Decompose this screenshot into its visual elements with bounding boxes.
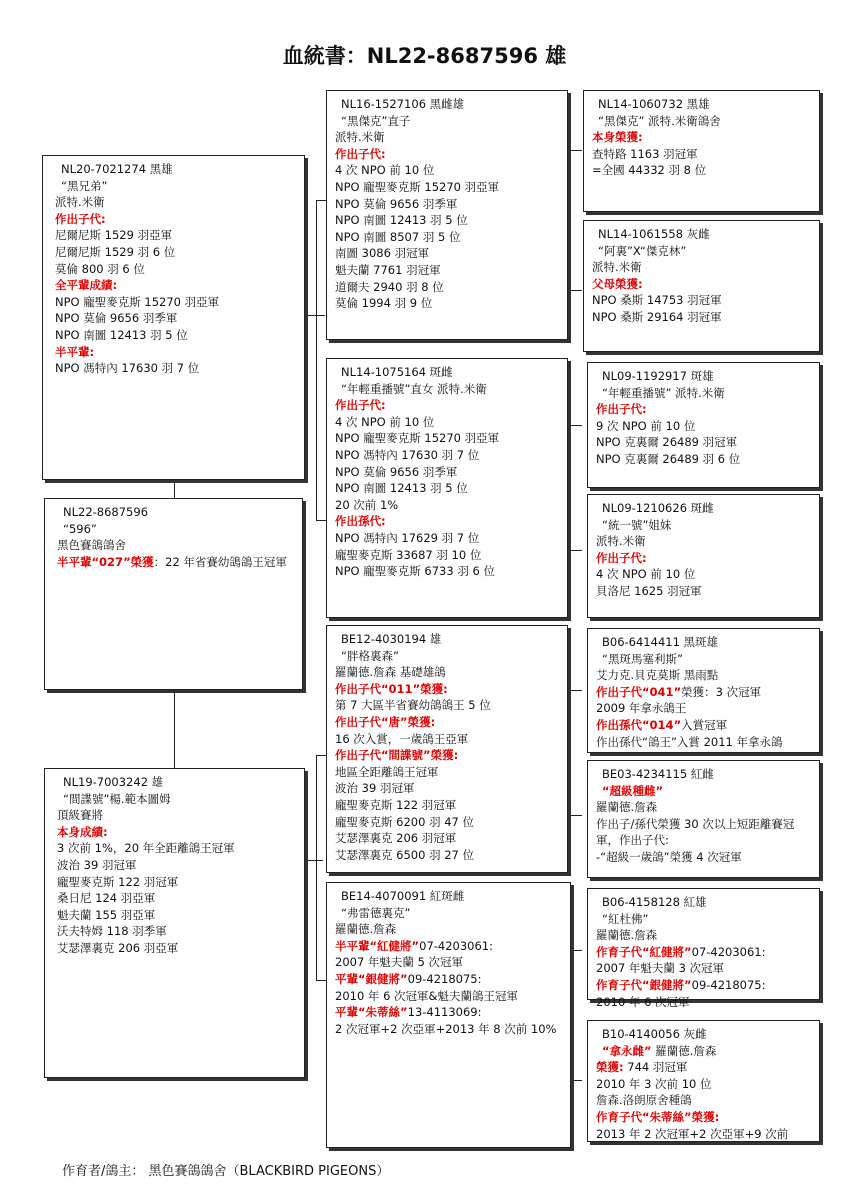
connector-line xyxy=(568,150,582,151)
pedigree-line: 查特路 1163 羽冠軍 xyxy=(592,146,698,161)
pedigree-line: 桑日尼 124 羽亞軍 xyxy=(57,891,156,906)
pedigree-line: NPO 克裏爾 26489 羽 6 位 xyxy=(596,451,741,466)
pedigree-line: 羅蘭德.詹森 xyxy=(335,922,397,937)
pedigree-line: 2013 年 2 次冠軍+2 次亞軍+9 次前 xyxy=(596,1126,789,1141)
great-grandparent-card-1 xyxy=(583,90,820,212)
pedigree-line: 2010 年 3 次前 10 位 xyxy=(596,1076,712,1091)
pedigree-line: NPO 南圖 12413 羽 5 位 xyxy=(335,213,468,228)
great-grandparent-card-5 xyxy=(587,628,820,753)
pedigree-line: 魁夫蘭 7761 羽冠軍 xyxy=(335,262,441,277)
grandparent-card-3 xyxy=(326,625,568,873)
pedigree-line: 半平輩“紅健將”07-4203061: xyxy=(335,938,493,953)
pedigree-line: 尼爾尼斯 1529 羽亞軍 xyxy=(55,228,173,243)
grandparent-card-4 xyxy=(326,882,571,1148)
great-grandparent-card-4 xyxy=(587,494,820,618)
pedigree-line: 作出孫代“014”入賞冠軍 xyxy=(596,717,728,732)
pedigree-line: 艾力克.貝克莫斯 黑雨點 xyxy=(596,668,719,683)
pedigree-line: “黑傑克” 派特.米衛鴿舍 xyxy=(598,113,721,128)
pedigree-line: 全平輩成績: xyxy=(55,278,118,293)
pedigree-line: 2 次冠軍+2 次亞軍+2013 年 8 次前 10% xyxy=(335,1021,557,1036)
ring-number: NL14-1060732 黑雄 xyxy=(598,97,710,111)
connector-line xyxy=(568,290,582,291)
pedigree-line: NPO 南圖 8507 羽 5 位 xyxy=(335,229,461,244)
pedigree-line: 作出子代“間諜號”榮獲: xyxy=(335,748,459,763)
pedigree-line: 龐聖麥克斯 122 羽冠軍 xyxy=(335,797,457,812)
pedigree-line: NPO 龐聖麥克斯 15270 羽亞軍 xyxy=(55,294,220,309)
pedigree-line: 派特.米衛 xyxy=(592,260,642,275)
pedigree-line: 9 次 NPO 前 10 位 xyxy=(596,418,696,433)
pedigree-line: NPO 莫倫 9656 羽季軍 xyxy=(55,311,178,326)
pedigree-line: 本身成績: xyxy=(57,824,108,839)
ring-number: NL14-1061558 灰雌 xyxy=(598,227,710,241)
pedigree-line: 艾瑟澤裏克 206 羽冠軍 xyxy=(335,831,457,846)
connector-line xyxy=(305,315,325,316)
ring-number: NL14-1075164 斑雌 xyxy=(341,365,453,379)
pedigree-line: 作出子/孫代榮獲 30 次以上短距離賽冠軍，作出子代: xyxy=(596,816,795,848)
ring-number: NL19-7003242 雄 xyxy=(63,775,164,789)
ring-number: B10-4140056 灰雌 xyxy=(602,1027,707,1041)
connector-line xyxy=(316,755,317,980)
pedigree-line: 作出子代: xyxy=(335,146,386,161)
sire-card xyxy=(42,155,305,480)
pedigree-line: 2010 年 6 次冠軍 xyxy=(596,994,690,1009)
pedigree-line: NPO 南圖 12413 羽 5 位 xyxy=(335,481,468,496)
pedigree-line: 派特.米衛 xyxy=(55,195,105,210)
pedigree-line: 作出子代: xyxy=(596,550,647,565)
grandparent-card-1 xyxy=(326,90,568,340)
pedigree-line: 平輩“朱蒂絲”13-4113069: xyxy=(335,1005,482,1020)
pedigree-line: 詹森.洛朗原舍種鴿 xyxy=(596,1093,692,1108)
pedigree-line: 作出子代: xyxy=(335,398,386,413)
connector-line xyxy=(174,480,175,498)
connector-line xyxy=(316,200,317,520)
pedigree-line: 2010 年 6 次冠軍&魁夫蘭鴿王冠軍 xyxy=(335,988,519,1003)
pedigree-line: 作出子代“唐”榮獲: xyxy=(335,714,436,729)
subject-lines xyxy=(57,504,294,554)
ring-number: NL16-1527106 黑雌雄 xyxy=(341,97,465,111)
pedigree-line: 本身榮獲: xyxy=(592,130,643,145)
pedigree-line: “阿裏”X“傑克林” xyxy=(598,243,687,258)
subject-card xyxy=(44,498,303,690)
pedigree-line: 艾瑟澤裏克 206 羽亞軍 xyxy=(57,940,179,955)
pedigree-line: NPO 龐聖麥克斯 15270 羽亞軍 xyxy=(335,179,500,194)
pedigree-line: 作出子代: xyxy=(55,211,106,226)
pedigree-line: “胖格裏森” xyxy=(341,648,399,663)
pedigree-line: NPO 龐聖麥克斯 15270 羽亞軍 xyxy=(335,431,500,446)
subject-award-prefix: 半平輩“027”榮獲 xyxy=(57,554,154,569)
pedigree-line: 半平輩: xyxy=(55,344,95,359)
pedigree-line: NPO 莫倫 9656 羽季軍 xyxy=(335,464,458,479)
pedigree-line: 羅蘭德.詹森 基礎雄鴿 xyxy=(335,665,446,680)
pedigree-line: 作出孫代: xyxy=(335,514,386,529)
subject-award xyxy=(57,554,294,571)
connector-line xyxy=(316,520,326,521)
pedigree-line: 派特.米衛 xyxy=(596,534,646,549)
connector-line xyxy=(316,755,326,756)
great-grandparent-card-8 xyxy=(587,1020,820,1142)
pedigree-line: =全國 44332 羽 8 位 xyxy=(592,163,707,178)
great-grandparent-card-3 xyxy=(587,362,820,488)
ring-number: NL09-1192917 斑雄 xyxy=(602,369,714,383)
pedigree-line: “超級種雌” xyxy=(602,783,664,798)
connector-line xyxy=(316,200,326,201)
pedigree-line: 作育子代“紅健將”07-4203061: xyxy=(596,944,766,959)
great-grandparent-card-2 xyxy=(583,220,820,352)
pedigree-line: 莫倫 800 羽 6 位 xyxy=(55,261,145,276)
pedigree-line: 2007 年魁夫蘭 5 次冠軍 xyxy=(335,955,464,970)
pedigree-line: 波治 39 羽冠軍 xyxy=(335,781,415,796)
connector-line xyxy=(568,690,582,691)
pedigree-line: 16 次入賞，一歲鴿王亞軍 xyxy=(335,731,469,746)
pedigree-line: 貝洛尼 1625 羽冠軍 xyxy=(596,583,702,598)
pedigree-line: NPO 莫倫 9656 羽季軍 xyxy=(335,196,458,211)
pedigree-line: 20 次前 1% xyxy=(335,497,399,512)
pedigree-line: 羅蘭德.詹森 xyxy=(596,928,658,943)
pedigree-line: 4 次 NPO 前 10 位 xyxy=(596,567,696,582)
pedigree-line: “間諜號”楊.範本圖姆 xyxy=(63,791,171,806)
pedigree-line: 尼爾尼斯 1529 羽 6 位 xyxy=(55,244,176,259)
pedigree-line: 作育子代“銀健將”09-4218075: xyxy=(596,977,766,992)
page-title: 血統書：NL22-8687596 雄 xyxy=(282,44,567,68)
pedigree-line: “黑斑馬塞利斯” xyxy=(602,651,683,666)
pedigree-line: NPO 馮特內 17629 羽 7 位 xyxy=(335,530,480,545)
ring-number: B06-6414411 黑斑雄 xyxy=(602,635,719,649)
pedigree-line: 派特.米衛 xyxy=(335,130,385,145)
pedigree-line: 平輩“銀健將”09-4218075: xyxy=(335,971,482,986)
pedigree-line: NPO 桑斯 14753 羽冠軍 xyxy=(592,293,722,308)
breeder-footer: 作育者/鴿主： 黑色賽鴿鴿舍（BLACKBIRD PIGEONS） xyxy=(62,1164,390,1179)
pedigree-line: 2007 年魁夫蘭 3 次冠軍 xyxy=(596,961,725,976)
pedigree-line: “弗雷德裏克” xyxy=(341,905,411,920)
pedigree-line: “年輕重播號” 派特.米衛 xyxy=(602,385,725,400)
pedigree-line: 4 次 NPO 前 10 位 xyxy=(335,163,435,178)
pedigree-line: NPO 龐聖麥克斯 6733 羽 6 位 xyxy=(335,564,495,579)
pedigree-line: 頂級賽將 xyxy=(57,808,103,823)
grandparent-card-2 xyxy=(326,358,568,618)
pedigree-line: “596” xyxy=(63,521,97,536)
pedigree-line: 艾瑟澤裏克 6500 羽 27 位 xyxy=(335,847,475,862)
dam-card xyxy=(44,768,305,1078)
pedigree-line: 龐聖麥克斯 122 羽冠軍 xyxy=(57,874,179,889)
pedigree-line: 作育子代“朱蒂絲”榮獲: xyxy=(596,1109,720,1124)
connector-line xyxy=(305,860,323,861)
ring-number: NL09-1210626 斑雌 xyxy=(602,501,714,515)
pedigree-line: NPO 馮特內 17630 羽 7 位 xyxy=(55,361,200,376)
pedigree-line: “拿永雌” 羅蘭德.詹森 xyxy=(602,1043,717,1058)
pedigree-line: 南圖 3086 羽冠軍 xyxy=(335,246,430,261)
pedigree-line: 龐聖麥克斯 6200 羽 47 位 xyxy=(335,814,475,829)
connector-line xyxy=(316,980,326,981)
ring-number: BE12-4030194 雄 xyxy=(341,632,442,646)
pedigree-line: 黑色賽鴿鴿舍 xyxy=(57,538,126,553)
pedigree-line: 作出孫代“鴿王”入賞 2011 年拿永鴿 xyxy=(596,734,783,749)
pedigree-line: “年輕重播號”直女 派特.米衛 xyxy=(341,381,487,396)
ring-number: B06-4158128 紅雄 xyxy=(602,895,707,909)
pedigree-line: 第 7 大區半省賽幼鴿鴿王 5 位 xyxy=(335,698,491,713)
pedigree-line: 地區全距離鴿王冠軍 xyxy=(335,764,439,779)
connector-line xyxy=(174,690,175,768)
pedigree-line: 3 次前 1%，20 年全距離鴿王冠軍 xyxy=(57,841,235,856)
pedigree-line: NPO 馮特內 17630 羽 7 位 xyxy=(335,447,480,462)
ring-number: BE14-4070091 紅斑雌 xyxy=(341,889,465,903)
pedigree-line: 道爾夫 2940 羽 8 位 xyxy=(335,279,444,294)
pedigree-line: 龐聖麥克斯 33687 羽 10 位 xyxy=(335,547,482,562)
pedigree-line: 榮獲: 744 羽冠軍 xyxy=(596,1060,688,1075)
pedigree-line: “紅杜佛” xyxy=(602,911,649,926)
pedigree-line: 莫倫 1994 羽 9 位 xyxy=(335,296,433,311)
pedigree-line: 羅蘭德.詹森 xyxy=(596,800,658,815)
pedigree-line: 作出子代: xyxy=(596,402,647,417)
pedigree-line: “黑兄弟” xyxy=(61,178,108,193)
pedigree-line: 魁夫蘭 155 羽亞軍 xyxy=(57,907,156,922)
ring-number: BE03-4234115 紅雌 xyxy=(602,767,714,781)
ring-number: NL20-7021274 黑雄 xyxy=(61,162,173,176)
great-grandparent-card-6 xyxy=(587,760,820,878)
pedigree-line: NPO 克裏爾 26489 羽冠軍 xyxy=(596,435,738,450)
pedigree-line: -“超級一歲鴿”榮獲 4 次冠軍 xyxy=(596,849,742,864)
subject-award-text: ：22 年省賽幼鴿鴿王冠軍 xyxy=(153,554,287,569)
great-grandparent-card-7 xyxy=(587,888,820,1009)
pedigree-line: 作出子代“041”榮獲：3 次冠軍 xyxy=(596,684,762,699)
pedigree-line: “黑傑克”直子 xyxy=(341,113,411,128)
pedigree-line: 父母榮獲: xyxy=(592,276,643,291)
connector-line xyxy=(568,815,582,816)
pedigree-line: NPO 桑斯 29164 羽冠軍 xyxy=(592,309,722,324)
pedigree-line: 2009 年拿永鴿王 xyxy=(596,701,687,716)
pedigree-line: NPO 南圖 12413 羽 5 位 xyxy=(55,327,188,342)
pedigree-line: 沃夫特姆 118 羽季軍 xyxy=(57,924,167,939)
ring-number: NL22-8687596 xyxy=(63,505,149,519)
connector-line xyxy=(568,425,582,426)
pedigree-line: 波治 39 羽冠軍 xyxy=(57,857,137,872)
pedigree-line: “統一號”姐妹 xyxy=(602,517,672,532)
pedigree-line: 4 次 NPO 前 10 位 xyxy=(335,414,435,429)
pedigree-line: 作出子代“011”榮獲: xyxy=(335,681,448,696)
connector-line xyxy=(568,550,582,551)
